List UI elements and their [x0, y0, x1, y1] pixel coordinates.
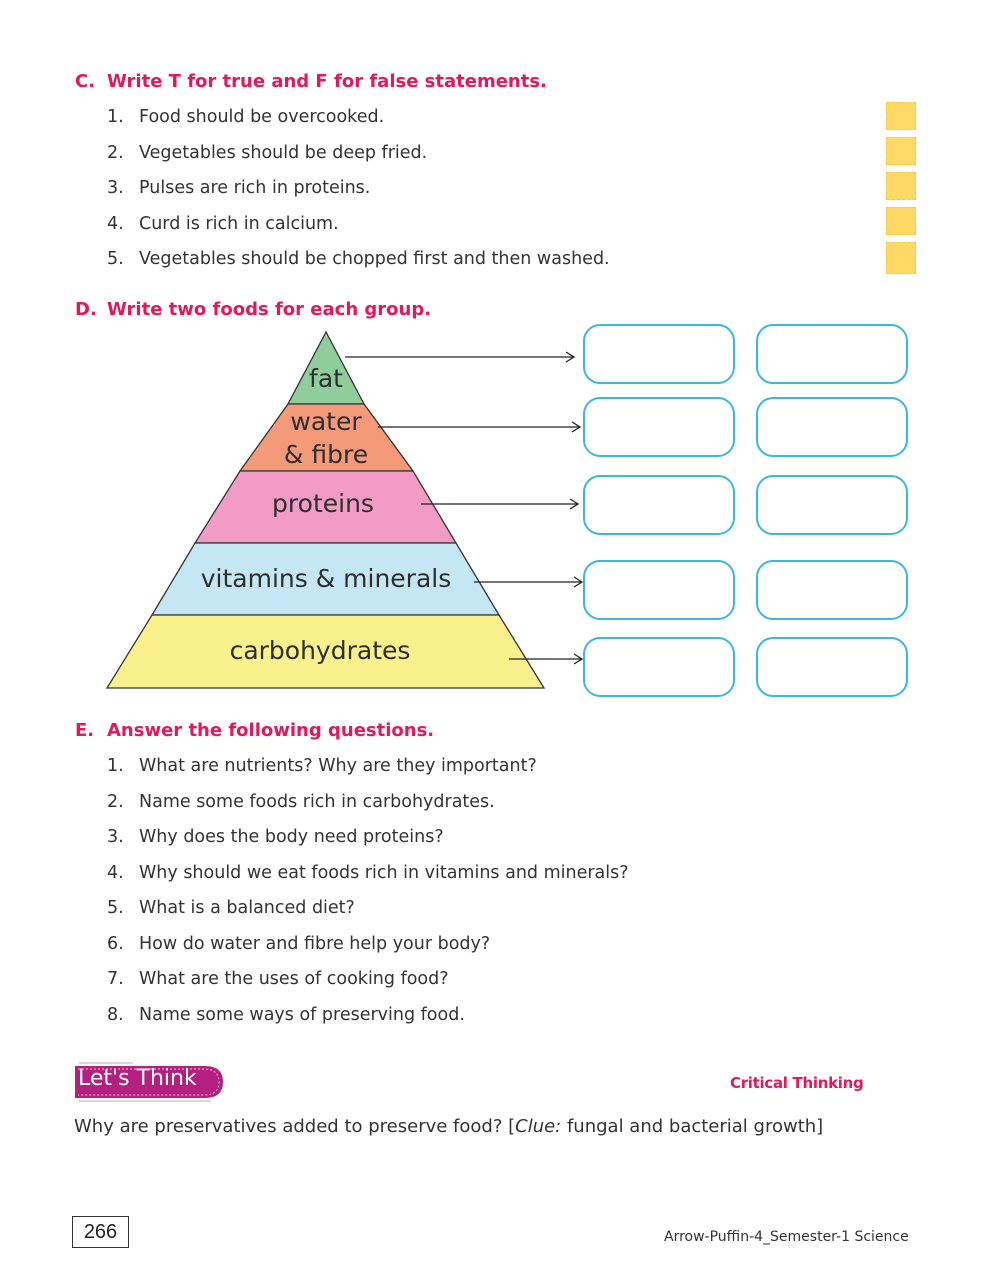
- label-proteins: proteins: [272, 489, 374, 518]
- clue-label: Clue:: [515, 1116, 562, 1137]
- item-number: 3.: [107, 827, 124, 847]
- item-number: 3.: [107, 178, 124, 198]
- item-text: What are nutrients? Why are they important?: [139, 756, 537, 776]
- item-text: Vegetables should be chopped first and then washed.: [139, 249, 610, 269]
- list-item: [107, 790, 629, 826]
- list-item: [107, 825, 629, 861]
- list-item: [107, 1003, 629, 1039]
- item-text: Vegetables should be deep fried.: [139, 142, 428, 163]
- item-number: 1.: [107, 107, 124, 127]
- question-text: Why are preservatives added to preserve food? [: [74, 1116, 516, 1137]
- item-number: 2.: [107, 142, 124, 163]
- list-item: [107, 896, 629, 932]
- list-item: [107, 861, 629, 897]
- item-number: 7.: [107, 969, 124, 989]
- book-title-footer: Arrow-Puffin-4_Semester-1 Science: [664, 1229, 909, 1245]
- fat-answer-box-1[interactable]: [583, 324, 735, 384]
- list-item: [107, 967, 629, 1003]
- section-e-letter: E.: [75, 720, 95, 741]
- carbohydrates-answer-box-1[interactable]: [583, 637, 735, 697]
- item-number: 4.: [107, 862, 124, 883]
- proteins-answer-box-2[interactable]: [756, 475, 908, 535]
- page-number: 266: [72, 1216, 129, 1248]
- item-text: What are the uses of cooking food?: [139, 969, 449, 989]
- critical-thinking-label: Critical Thinking: [730, 1074, 864, 1092]
- item-text: Curd is rich in calcium.: [139, 213, 339, 234]
- item-text: Name some foods rich in carbohydrates.: [139, 791, 495, 812]
- water-fibre-answer-box-1[interactable]: [583, 397, 735, 457]
- section-c-title: Write T for true and F for false statements.: [107, 71, 547, 92]
- item-text: Name some ways of preserving food.: [139, 1004, 465, 1025]
- item-number: 2.: [107, 791, 124, 812]
- label-water: water: [290, 407, 362, 436]
- section-d-title: Write two foods for each group.: [107, 299, 432, 320]
- item-text: How do water and fibre help your body?: [139, 933, 491, 954]
- label-fat: fat: [309, 364, 343, 393]
- item-number: 5.: [107, 898, 124, 918]
- item-text: Pulses are rich in proteins.: [139, 178, 371, 198]
- item-number: 6.: [107, 933, 124, 954]
- item-number: 5.: [107, 249, 124, 269]
- section-e-title: Answer the following questions.: [107, 720, 435, 741]
- carbohydrates-answer-box-2[interactable]: [756, 637, 908, 697]
- label-fibre: & fibre: [283, 440, 369, 469]
- lets-think-label: Let's Think: [78, 1066, 197, 1091]
- section-c-letter: C.: [75, 71, 96, 92]
- proteins-answer-box-1[interactable]: [583, 475, 735, 535]
- item-text: Food should be overcooked.: [139, 107, 385, 127]
- vitamins-minerals-answer-box-2[interactable]: [756, 560, 908, 620]
- item-number: 1.: [107, 756, 124, 776]
- list-item: [107, 754, 629, 790]
- fat-answer-box-2[interactable]: [756, 324, 908, 384]
- questions-list: [107, 754, 629, 1038]
- list-item: [107, 932, 629, 968]
- item-text: What is a balanced diet?: [139, 898, 355, 918]
- water-fibre-answer-box-2[interactable]: [756, 397, 908, 457]
- label-carbohydrates: carbohydrates: [229, 636, 411, 665]
- clue-text: fungal and bacterial growth]: [561, 1116, 824, 1137]
- item-number: 4.: [107, 213, 124, 234]
- think-question: [74, 1116, 823, 1137]
- vitamins-minerals-answer-box-1[interactable]: [583, 560, 735, 620]
- item-number: 8.: [107, 1004, 124, 1025]
- item-text: Why should we eat foods rich in vitamins and minerals?: [139, 862, 629, 883]
- section-d-letter: D.: [75, 299, 97, 320]
- item-text: Why does the body need proteins?: [139, 827, 444, 847]
- label-vitamins-minerals: vitamins & minerals: [200, 564, 452, 593]
- section-e-heading: [75, 720, 434, 741]
